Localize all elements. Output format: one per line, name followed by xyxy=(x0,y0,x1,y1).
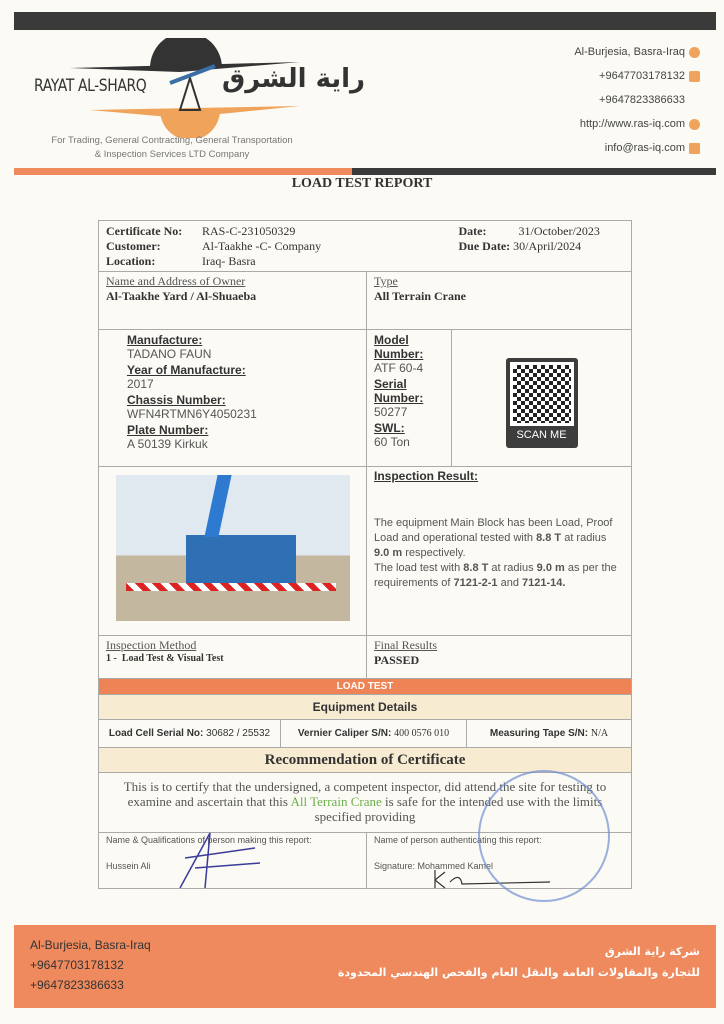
crane-outriggers xyxy=(126,583,336,591)
contact-phone-2 xyxy=(599,94,685,106)
serial: 50277 xyxy=(374,405,408,419)
divider-dark xyxy=(352,168,716,175)
label: Due Date: xyxy=(458,239,511,253)
inspection-text: The equipment Main Block has been Load, Proof Load and operational tested with 8.8 T at radius 9.0 m respectively. The load test with 8.8 T at radius 9.0 m as per the requirements of 7121-2-1 and 7121-14. xyxy=(374,517,617,589)
model: ATF 60-4 xyxy=(374,361,424,375)
contact-text: +9647703178132 xyxy=(599,70,685,82)
qr-code[interactable] xyxy=(506,358,578,448)
company-stamp xyxy=(478,770,610,902)
contact-address xyxy=(574,46,700,58)
recommendation-text: This is to certify that the undersigned, a competent inspector, did attend the site for testing to examine and ascertain that this All Terrain Crane is safe for the intended use with the limits specified providing xyxy=(99,773,632,833)
qr-label: SCAN ME xyxy=(516,429,567,441)
tagline-line: & Inspection Services LTD Company xyxy=(94,149,250,160)
due-date: 30/April/2024 xyxy=(513,239,582,253)
load-cell-serial: Load Cell Serial No: 30682 / 25532 xyxy=(99,720,281,747)
final-result: PASSED xyxy=(374,653,420,667)
due-date-row xyxy=(459,239,625,254)
mail-icon xyxy=(689,143,700,154)
qr-code-icon xyxy=(510,362,574,426)
label: Serial Number: xyxy=(374,377,424,405)
label: Certificate No: xyxy=(106,224,183,238)
inspection-label: Inspection Result: xyxy=(374,469,479,483)
contact-website[interactable] xyxy=(580,118,700,130)
divider-orange xyxy=(14,168,352,175)
contact-text: Al-Burjesia, Basra-Iraq xyxy=(574,46,685,58)
location-pin-icon xyxy=(689,47,700,58)
authenticator-label: Name of person authenticating this report: xyxy=(374,835,542,845)
crane-photo xyxy=(116,475,350,621)
brand-name-arabic: راية الشرق xyxy=(222,64,366,94)
tagline xyxy=(22,134,322,162)
owner-label: Name and Address of Owner xyxy=(106,274,246,288)
swl: 60 Ton xyxy=(374,435,410,449)
label: Date: xyxy=(458,224,487,238)
manufacture: TADANO FAUN xyxy=(127,347,212,361)
contact-text[interactable]: info@ras-iq.com xyxy=(604,142,685,154)
certificate-number: RAS-C-231050329 xyxy=(202,224,296,238)
equipment-details-heading: Equipment Details xyxy=(99,695,632,720)
label: Manufacture: xyxy=(127,333,203,347)
tagline-line: For Trading, General Contracting, General Transportation xyxy=(51,135,293,146)
location: Iraq- Basra xyxy=(202,254,256,268)
measuring-tape-serial: Measuring Tape S/N: N/A xyxy=(489,728,609,739)
footer-phone: +9647703178132 xyxy=(30,958,124,972)
contact-text: +9647823386633 xyxy=(599,94,685,106)
contact-email[interactable] xyxy=(605,142,700,154)
type-label: Type xyxy=(374,274,398,288)
certificate-row xyxy=(106,224,445,239)
method-number: 1 - xyxy=(106,653,117,664)
footer-company-arabic: شركة راية الشرق xyxy=(604,945,700,958)
top-bar xyxy=(14,12,716,30)
contact-text[interactable]: http://www.ras-iq.com xyxy=(579,118,685,130)
label: SWL: xyxy=(374,421,405,435)
footer-services-arabic: للتجارة والمقاولات العامة والنقل العام والفحص الهندسي المحدودة xyxy=(337,966,700,979)
location-row xyxy=(106,254,445,269)
label: Plate Number: xyxy=(127,423,209,437)
phone-icon xyxy=(689,71,700,82)
date-row xyxy=(459,224,625,239)
plate: A 50139 Kirkuk xyxy=(127,437,208,451)
recommendation-heading: Recommendation of Certificate xyxy=(99,748,632,773)
brand-name: RAYAT AL-SHARQ xyxy=(34,76,147,96)
year: 2017 xyxy=(127,377,154,391)
contact-phone xyxy=(599,70,700,82)
label: Location: xyxy=(106,254,156,268)
globe-icon xyxy=(689,119,700,130)
inspector-label: Name & Qualifications of person making this report: xyxy=(106,835,312,845)
date: 31/October/2023 xyxy=(518,224,600,238)
inspector-signature xyxy=(175,828,265,892)
label: Model Number: xyxy=(374,333,424,361)
label: Chassis Number: xyxy=(127,393,226,407)
label: Customer: xyxy=(106,239,161,253)
chassis: WFN4RTMN6Y4050231 xyxy=(127,407,257,421)
load-test-banner: LOAD TEST xyxy=(99,679,632,695)
report-title: LOAD TEST REPORT xyxy=(291,176,433,191)
vernier-caliper-serial: Vernier Caliper S/N: 400 0576 010 xyxy=(281,720,467,747)
customer: Al-Taakhe -C- Company xyxy=(202,239,322,253)
inspector-name: Hussein Ali xyxy=(106,861,151,871)
owner-value: Al-Taakhe Yard / Al-Shuaeba xyxy=(106,289,257,303)
final-label: Final Results xyxy=(374,638,438,652)
footer-phone-2: +9647823386633 xyxy=(30,978,124,992)
authenticator-name: Signature: Mohammed Kamel xyxy=(374,861,494,871)
customer-row xyxy=(106,239,445,254)
method-label: Inspection Method xyxy=(106,638,197,652)
crane-boom xyxy=(204,475,231,537)
type-value: All Terrain Crane xyxy=(374,289,466,303)
footer-address: Al-Burjesia, Basra-Iraq xyxy=(30,938,151,952)
crane-body xyxy=(186,535,296,585)
label: Year of Manufacture: xyxy=(127,363,246,377)
method-value: Load Test & Visual Test xyxy=(121,653,224,664)
